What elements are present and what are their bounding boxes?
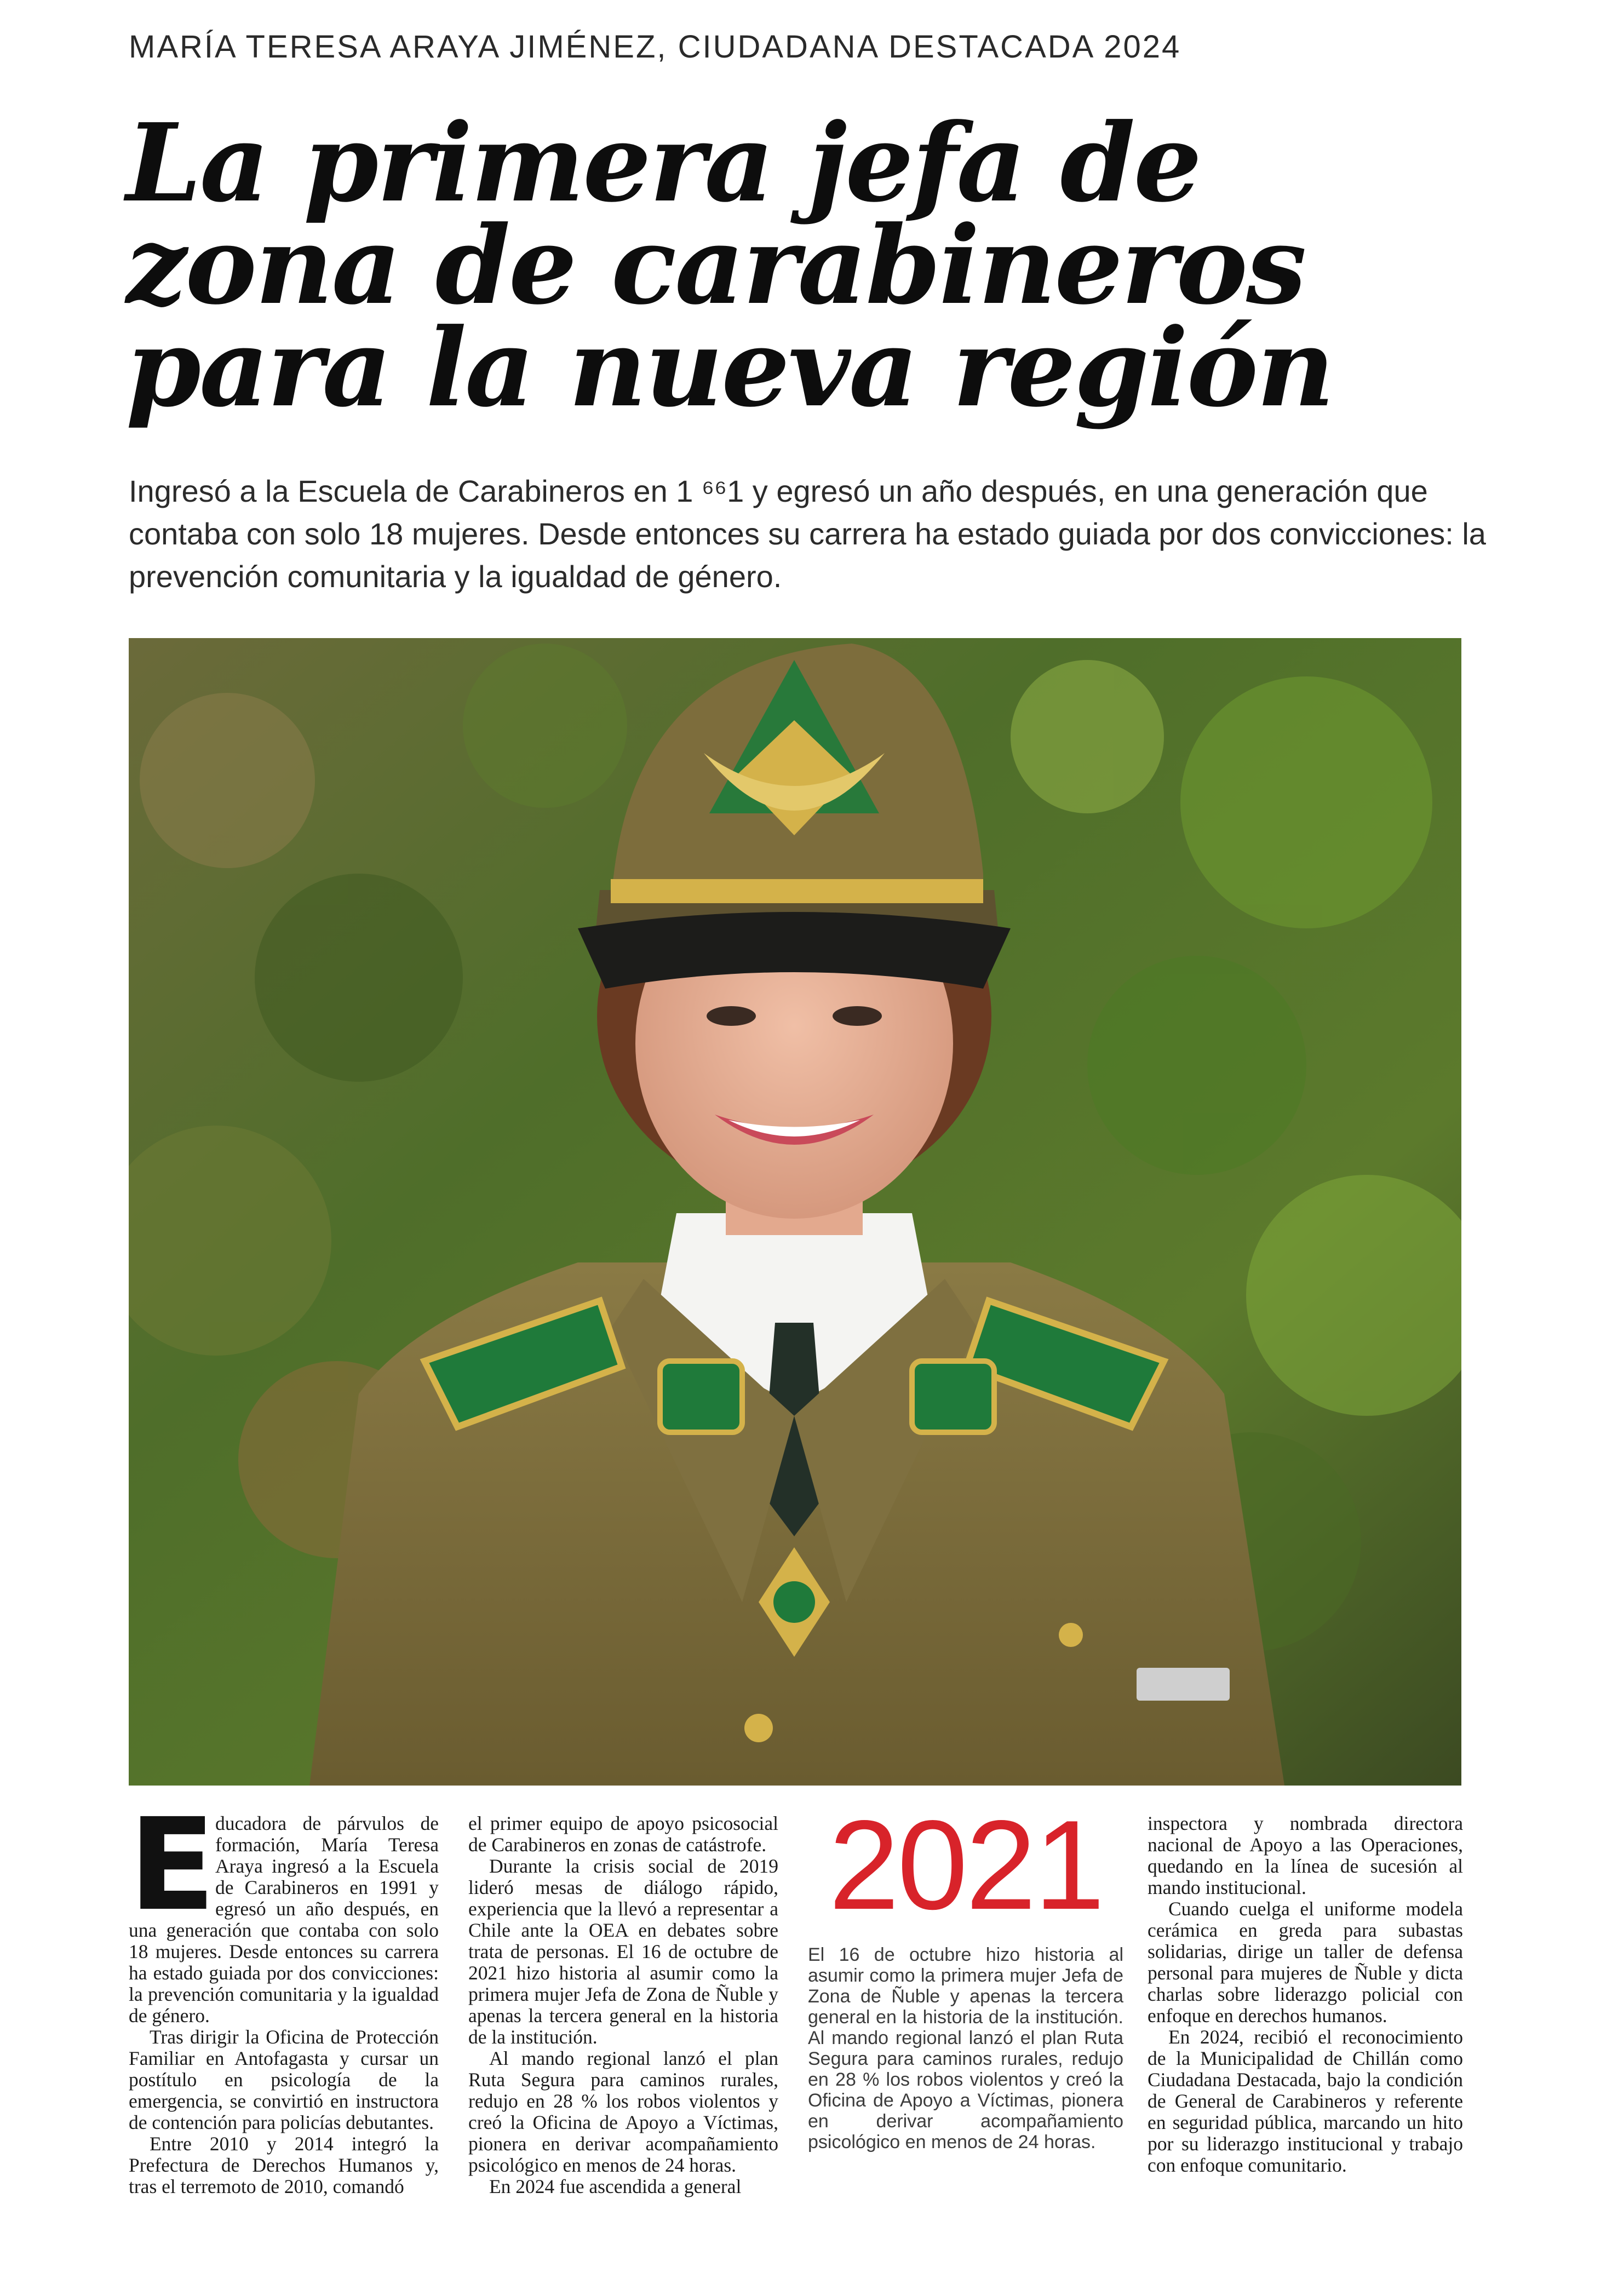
kicker: MARÍA TERESA ARAYA JIMÉNEZ, CIUDADANA DESTACADA 2024 bbox=[129, 29, 1181, 65]
portrait-photo bbox=[129, 638, 1461, 1786]
sidebar-text: El 16 de octubre hizo historia al asumir como la primera mujer Jefa de Zona de Ñuble y apenas la tercera general en la historia de la institución. Al mando regional lanzó el plan Ruta Segura para caminos rurales, redujo en 28 % los robos violentos y creó la Oficina de Apoyo a Víctimas, pionera en derivar acompañamiento psicológico en menos de 24 horas. bbox=[808, 1944, 1123, 2152]
paragraph-7: En 2024 fue ascendida a general bbox=[489, 2176, 742, 2197]
portrait-illustration bbox=[129, 638, 1461, 1786]
headline-line-1: La primera jefa de bbox=[126, 100, 1201, 226]
deck-line-1: Ingresó a la Escuela de Carabineros en 1 ⁶⁶1 y egresó un año después, en una generación que bbox=[129, 474, 1428, 508]
paragraph-10: En 2024, recibió el reconocimiento de la Municipalidad de Chillán como Ciudadana Destacada, bajo la condición de General de Carabineros y referente en seguridad pública, marcando un hito por su liderazgo institucional y trabajo con enfoque comunitario. bbox=[1148, 2026, 1463, 2176]
body-column-4 bbox=[1148, 1813, 1463, 2176]
paragraph-4: el primer equipo de apoyo psicosocial de Carabineros en zonas de catástrofe. bbox=[468, 1812, 778, 1856]
sidebar-year: 2021 bbox=[828, 1794, 1103, 1936]
body-column-2 bbox=[468, 1813, 778, 2197]
paragraph-9: Cuando cuelga el uniforme modela cerámica en greda para subastas solidarias, dirige un taller de defensa personal para mujeres de Ñuble y dicta charlas sobre liderazgo policial con enfoque en derechos humanos. bbox=[1148, 1898, 1463, 2027]
paragraph-6: Al mando regional lanzó el plan Ruta Segura para caminos rurales, redujo en 28 % los robos violentos y creó la Oficina de Apoyo a Víctimas, pionera en derivar acompañamiento psicológico en menos de 24 horas. bbox=[468, 2047, 778, 2176]
sidebar-highlight bbox=[808, 1794, 1123, 2152]
deck bbox=[129, 470, 1486, 598]
body-column-1 bbox=[129, 1791, 439, 2197]
headline bbox=[126, 100, 1495, 431]
paragraph-1-text: ducadora de párvulos de formación, María Teresa Araya ingresó a la Escuela de Carabineros en 1991 y egresó un año después, en una generación que contaba con solo 18 mujeres. Desde entonces su carrera ha estado guiada por dos convicciones: la prevención comunitaria y la igualdad de género. bbox=[129, 1812, 439, 2027]
drop-cap: E bbox=[129, 1791, 216, 1939]
paragraph-5: Durante la crisis social de 2019 lideró mesas de diálogo rápido, experiencia que la llevó a representar a Chile ante la OEA en debates sobre trata de personas. El 16 de octubre de 2021 hizo historia al asumir como la primera mujer Jefa de Zona de Ñuble y apenas la tercera general en la historia de la institución. bbox=[468, 1855, 778, 2048]
deck-line-2: contaba con solo 18 mujeres. Desde entonces su carrera ha estado guiada por dos convicciones: la bbox=[129, 516, 1486, 551]
paragraph-8: inspectora y nombrada directora nacional de Apoyo a las Operaciones, quedando en la línea de sucesión al mando institucional. bbox=[1148, 1812, 1463, 1898]
headline-line-3: para la nueva región bbox=[126, 305, 1333, 431]
paragraph-1 bbox=[129, 1791, 439, 2027]
paragraph-3: Entre 2010 y 2014 integró la Prefectura de Derechos Humanos y, tras el terremoto de 2010, comandó bbox=[129, 2133, 439, 2197]
headline-line-2: zona de carabineros bbox=[126, 203, 1305, 329]
deck-line-3: prevención comunitaria y la igualdad de género. bbox=[129, 559, 782, 594]
paragraph-2: Tras dirigir la Oficina de Protección Familiar en Antofagasta y cursar un postítulo en psicología de la emergencia, se convirtió en instructora de contención para policías debutantes. bbox=[129, 2026, 439, 2133]
